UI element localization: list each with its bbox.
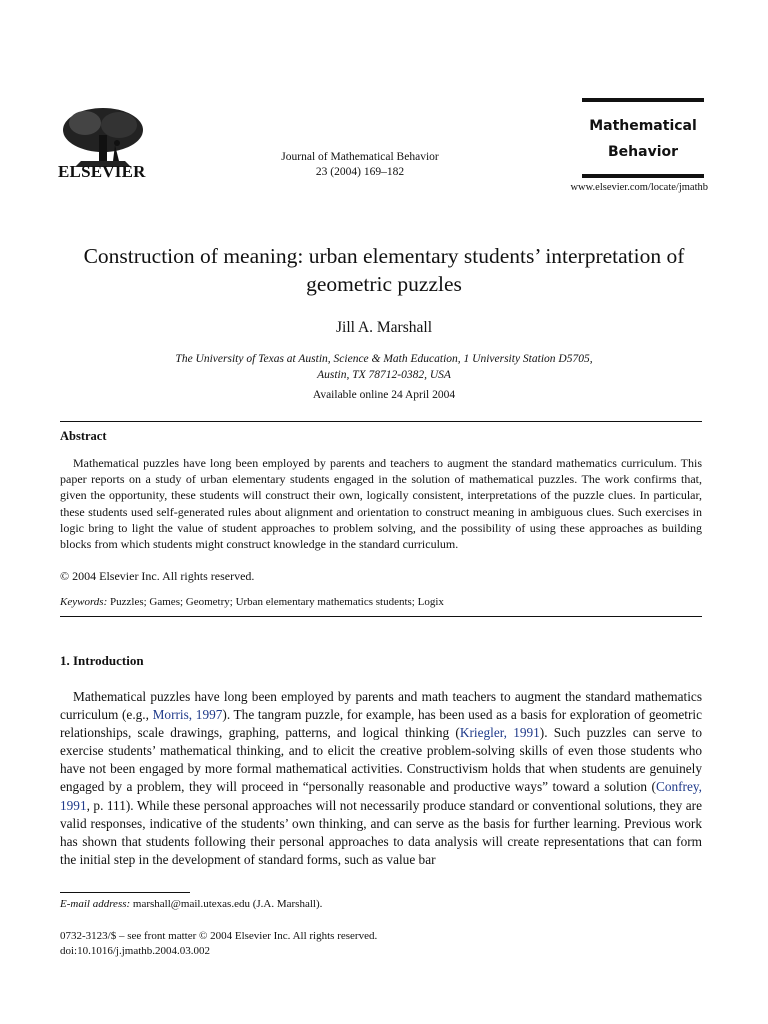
author-affiliation <box>60 351 708 383</box>
section-heading-introduction: 1. Introduction <box>60 653 144 668</box>
journal-url-link[interactable]: www.elsevier.com/locate/jmathb <box>570 182 708 193</box>
keywords <box>60 596 444 608</box>
journal-brand-line2: Behavior <box>607 144 679 160</box>
introduction-paragraph <box>60 688 702 869</box>
intro-text-part: ). Such puzzles can serve to exercise students’ mathematical thinking, and to elicit the creative problem-solving skills of even those students who have not been engaged by more formal mathematical activities. Constructivism holds that when students are genuinely engaged by a problem, they will proceed in “personally reasonable and productive ways” toward a solution ( <box>60 725 702 795</box>
affiliation-line1: The University of Texas at Austin, Science & Math Education, 1 University Station D5705, <box>175 353 593 365</box>
abstract-text: Mathematical puzzles have long been employed by parents and teachers to augment the standard mathematics curriculum. This paper reports on a study of urban elementary students engaged in the solution of mathematical puzzles. The work confirms that, given the opportunity, these students will construct their own, logically consistent, interpretations of the puzzle clues. In particular, these students used self-generated rules about alignment and orientation to construct meaning in ambiguous clues. Such exercises in logic bring to light the value of student approaches to problem solving, and the possibility of using these approaches as building blocks from which students might construct knowledge in the standard curriculum. <box>60 456 702 552</box>
email-address: marshall@mail.utexas.edu (J.A. Marshall). <box>132 898 323 910</box>
intro-text-part: Mathematical puzzles have long been employed by parents and math teachers to augment the standard mathematics curriculum (e.g., <box>60 689 702 723</box>
keywords-label: Keywords: <box>60 596 108 608</box>
journal-brand-line1: Mathematical <box>589 118 697 134</box>
keywords-list: Puzzles; Games; Geometry; Urban elementary mathematics students; Logix <box>110 596 444 608</box>
volume-info: 23 (2004) 169–182 <box>315 166 405 178</box>
abstract-top-rule <box>60 421 702 422</box>
available-online-date: Available online 24 April 2004 <box>312 389 456 401</box>
abstract-copyright: © 2004 Elsevier Inc. All rights reserved. <box>60 569 255 583</box>
doi-line: doi:10.1016/j.jmathb.2004.03.002 <box>60 945 211 957</box>
brand-rule-bottom <box>582 174 704 178</box>
brand-rule-top <box>582 98 704 102</box>
intro-text-part: ). The tangram puzzle, for example, has been used as a basis for exploration of geometric relationships, scale drawings, graphing, patterns, and logical thinking ( <box>60 707 702 741</box>
abstract-heading: Abstract <box>60 429 107 443</box>
affiliation-line2: Austin, TX 78712-0382, USA <box>317 369 451 381</box>
journal-name: Journal of Mathematical Behavior <box>281 151 439 163</box>
footnote-rule <box>60 892 190 893</box>
publisher-logo-text: ELSEVIER <box>58 162 146 181</box>
citation-link-morris[interactable]: Morris, 1997 <box>152 707 223 723</box>
author-name: Jill A. Marshall <box>335 319 432 336</box>
citation-link-kriegler[interactable]: Kriegler, 1991 <box>459 725 540 741</box>
email-label: E-mail address: <box>60 898 131 910</box>
footnote-email <box>60 898 322 910</box>
abstract-bottom-rule <box>60 616 702 617</box>
intro-text-part: , p. 111). While these personal approaches will not necessarily produce standard or conventional solutions, they are valid responses, indicative of the students’ own thinking, and can serve as the basis for further learning. Previous work has shown that students following their personal approaches to data analysis will create representations that can form the initial step in the development of standard forms, such as value bar <box>60 797 702 867</box>
citation-link-confrey[interactable]: Confrey, 1991 <box>60 779 702 813</box>
journal-citation <box>260 150 460 180</box>
issn-line: 0732-3123/$ – see front matter © 2004 Elsevier Inc. All rights reserved. <box>60 930 378 942</box>
article-title: Construction of meaning: urban elementary students’ interpretation of geometric puzzles <box>83 244 685 296</box>
